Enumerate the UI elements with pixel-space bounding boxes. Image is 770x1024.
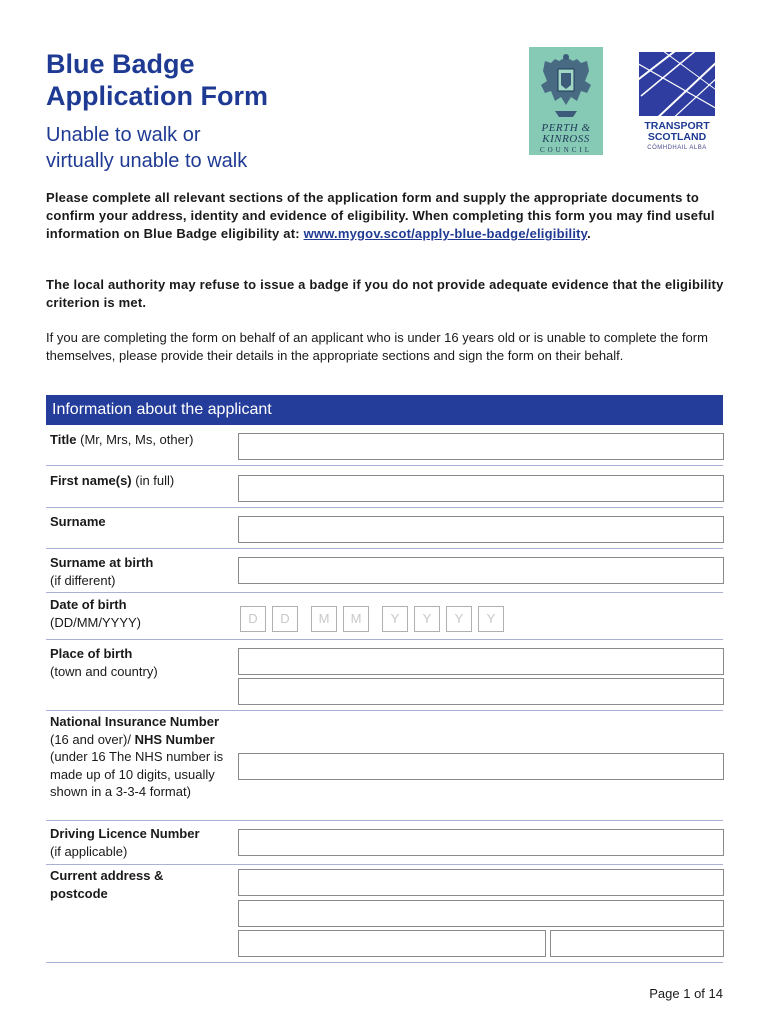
row-divider (46, 864, 723, 865)
row-divider (46, 592, 723, 593)
dob-year-box-4[interactable]: Y (478, 606, 504, 632)
row-divider (46, 548, 723, 549)
place-of-birth-label-bold: Place of birth (50, 646, 133, 661)
page-number: Page 1 of 14 (649, 986, 723, 1001)
transport-scotland-logo (639, 52, 715, 156)
address-input-3[interactable] (238, 930, 546, 957)
row-divider (46, 962, 723, 963)
dob-label-bold: Date of birth (50, 597, 127, 612)
logo-text-comhdhail: CÒMHDHAIL ALBA (647, 145, 707, 151)
first-name-label-bold: First name(s) (50, 473, 132, 488)
subtitle-line-1: Unable to walk or (46, 124, 201, 146)
title-input[interactable] (238, 433, 724, 460)
surname-at-birth-input[interactable] (238, 557, 724, 584)
first-name-input[interactable] (238, 475, 724, 502)
dob-label (50, 596, 235, 631)
place-of-birth-label (50, 645, 235, 680)
eligibility-link[interactable]: www.mygov.scot/apply-blue-badge/eligibility (303, 226, 588, 241)
title-line-2: Application Form (46, 81, 268, 111)
surname-label-bold: Surname (50, 514, 106, 529)
title-label (50, 431, 235, 449)
place-of-birth-input-1[interactable] (238, 648, 724, 675)
dob-year-box-3[interactable]: Y (446, 606, 472, 632)
dob-day-box-1[interactable]: D (240, 606, 266, 632)
dob-year-box-2[interactable]: Y (414, 606, 440, 632)
logo-text-transport: TRANSPORT (644, 120, 710, 132)
row-divider (46, 639, 723, 640)
driving-licence-label-bold: Driving Licence Number (50, 826, 200, 841)
dob-month-box-2[interactable]: M (343, 606, 369, 632)
nhs-label-bold: NHS Number (134, 731, 215, 747)
surname-label (50, 513, 235, 531)
intro-paragraph-1 (46, 189, 726, 243)
council-crest-icon (537, 51, 595, 123)
row-divider (46, 465, 723, 466)
address-input-1[interactable] (238, 869, 724, 896)
logo-text-council: COUNCIL (539, 146, 593, 154)
nhs-label-rest: (under 16 The NHS number is made up of 10 digits, usually shown in a 3-3-4 format) (50, 749, 224, 799)
transport-scotland-mark-icon (639, 52, 715, 116)
page-title (46, 48, 268, 112)
address-label (50, 867, 210, 902)
dob-year-box-1[interactable]: Y (382, 606, 408, 632)
logo-text-scotland: SCOTLAND (647, 131, 707, 143)
intro-text-1: Please complete all relevant sections of the application form and supply the appropriate documents to confirm your address, identity and evidence of eligibility. When completing this form you may find useful information on Blue Badge eligibility at: (46, 190, 715, 241)
intro-paragraph-3: If you are completing the form on behalf of an applicant who is under 16 years old or is unable to complete the form themselves, please provide their details in the appropriate sections and sign the form on their behalf. (46, 330, 708, 363)
logo-text-perth: PERTH & (541, 122, 591, 134)
ni-nhs-number-label (50, 713, 238, 801)
title-line-1: Blue Badge (46, 49, 195, 79)
ni-label-rest: (16 and over)/ (50, 731, 131, 747)
dob-label-rest: (DD/MM/YYYY) (50, 614, 141, 630)
driving-licence-label (50, 825, 235, 860)
row-divider (46, 710, 723, 711)
driving-licence-input[interactable] (238, 829, 724, 856)
address-label-bold: Current address & postcode (50, 868, 164, 901)
first-name-label (50, 472, 235, 490)
ni-nhs-number-input[interactable] (238, 753, 724, 780)
section-header-applicant: Information about the applicant (46, 395, 723, 425)
logo-text-kinross: KINROSS (542, 133, 590, 145)
surname-at-birth-label-rest: (if different) (50, 572, 116, 588)
dob-day-box-2[interactable]: D (272, 606, 298, 632)
row-divider (46, 820, 723, 821)
postcode-input[interactable] (550, 930, 724, 957)
ni-label-bold: National Insurance Number (50, 714, 220, 729)
place-of-birth-label-rest: (town and country) (50, 663, 158, 679)
intro-paragraph-2: The local authority may refuse to issue a badge if you do not provide adequate evidence that the eligibility criterion is met. (46, 277, 724, 310)
driving-licence-label-rest: (if applicable) (50, 843, 128, 859)
row-divider (46, 507, 723, 508)
first-name-label-rest: (in full) (131, 473, 175, 488)
surname-at-birth-label (50, 554, 235, 589)
title-label-rest: (Mr, Mrs, Ms, other) (76, 432, 194, 447)
dob-month-box-1[interactable]: M (311, 606, 337, 632)
place-of-birth-input-2[interactable] (238, 678, 724, 705)
subtitle-line-2: virtually unable to walk (46, 150, 248, 172)
perth-kinross-council-logo (529, 47, 603, 155)
address-input-2[interactable] (238, 900, 724, 927)
title-label-bold: Title (50, 432, 77, 447)
surname-at-birth-label-bold: Surname at birth (50, 555, 154, 570)
surname-input[interactable] (238, 516, 724, 543)
page-subtitle (46, 122, 247, 174)
intro-text-1-end: . (587, 226, 591, 241)
